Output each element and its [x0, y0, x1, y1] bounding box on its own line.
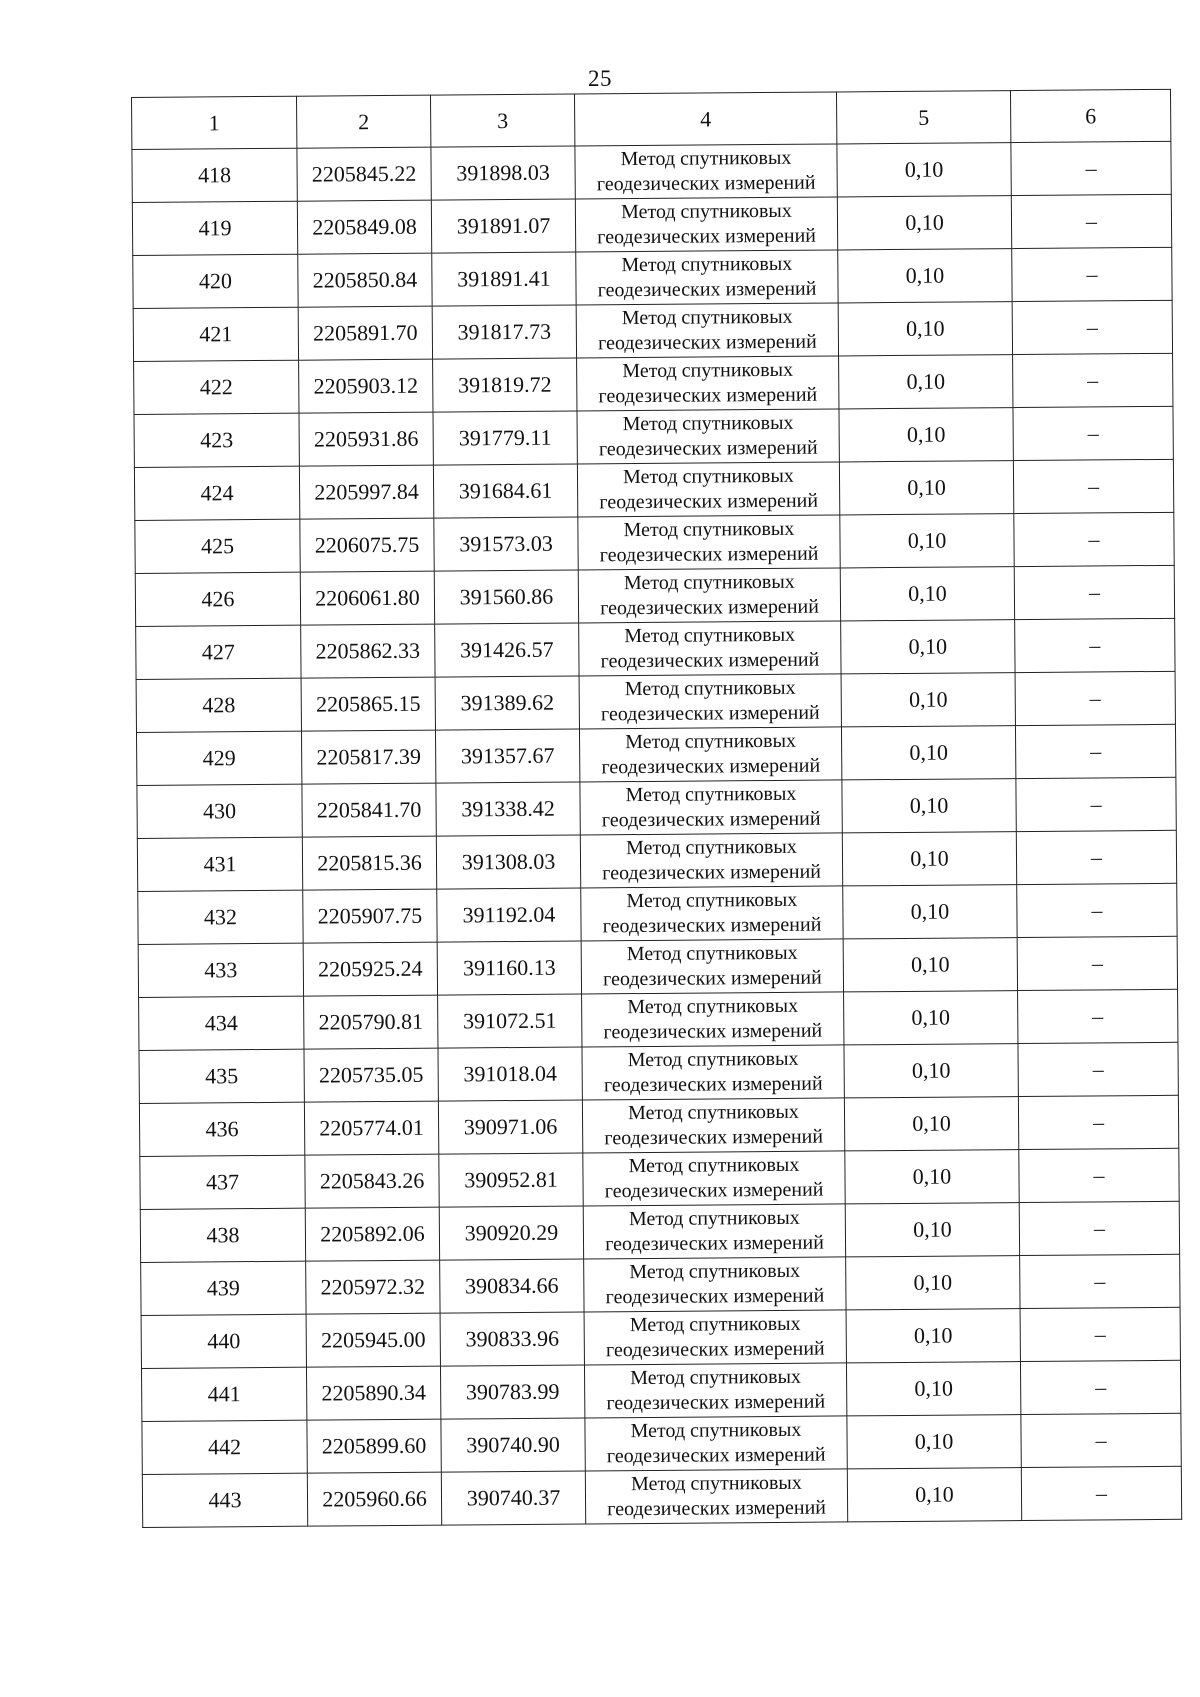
method-line-2: геодезических измерений [599, 489, 819, 514]
table-row [133, 300, 1172, 361]
coordinate-x-cell: 2205997.84 [299, 465, 433, 519]
method-cell [582, 1045, 844, 1100]
method-cell [583, 1151, 845, 1206]
accuracy-cell: 0,10 [847, 1468, 1021, 1522]
description-cell: – [1021, 1466, 1181, 1520]
coordinate-y-cell: 391891.07 [431, 199, 575, 253]
description-cell: – [1016, 777, 1176, 831]
method-line-2: геодезических измерений [602, 860, 822, 885]
method-cell [575, 144, 837, 199]
table-row [136, 671, 1175, 732]
coordinate-x-cell: 2205903.12 [299, 359, 433, 413]
accuracy-cell: 0,10 [844, 1097, 1018, 1151]
coordinate-y-cell: 390740.90 [441, 1418, 585, 1472]
description-cell: – [1021, 1413, 1181, 1467]
method-line-1: Метод спутниковых [623, 517, 795, 542]
method-line-1: Метод спутниковых [620, 199, 792, 224]
method-line-1: Метод спутниковых [622, 411, 794, 436]
method-line-2: геодезических измерений [598, 330, 817, 355]
method-line-1: Метод спутниковых [622, 358, 794, 383]
description-cell: – [1014, 565, 1174, 619]
accuracy-cell: 0,10 [847, 1415, 1021, 1469]
coordinate-y-cell: 391357.67 [435, 729, 579, 783]
coordinate-y-cell: 390971.06 [438, 1100, 582, 1154]
description-cell: – [1015, 618, 1175, 672]
coordinate-x-cell: 2205790.81 [304, 995, 438, 1049]
method-line-2: геодезических измерений [606, 1390, 826, 1415]
coordinate-x-cell: 2205774.01 [304, 1101, 438, 1155]
method-line-1: Метод спутниковых [629, 1259, 801, 1284]
coordinate-x-cell: 2205891.70 [298, 306, 432, 360]
method-line-1: Метод спутниковых [627, 1047, 799, 1072]
coordinate-y-cell: 391389.62 [435, 676, 579, 730]
point-number-cell: 427 [136, 625, 301, 679]
point-number-cell: 418 [132, 148, 297, 202]
table-row [135, 512, 1174, 573]
accuracy-cell: 0,10 [837, 196, 1011, 250]
coordinate-y-cell: 391817.73 [432, 305, 576, 359]
method-line-1: Метод спутниковых [626, 888, 798, 913]
method-line-1: Метод спутниковых [630, 1471, 802, 1496]
method-cell [584, 1257, 846, 1312]
point-number-cell: 430 [137, 784, 302, 838]
table-row [134, 459, 1173, 520]
table-row [141, 1254, 1180, 1315]
accuracy-cell: 0,10 [841, 620, 1015, 674]
method-cell [578, 568, 840, 623]
description-cell: – [1017, 936, 1177, 990]
accuracy-cell: 0,10 [837, 143, 1011, 197]
accuracy-cell: 0,10 [845, 1150, 1019, 1204]
coordinate-x-cell: 2205735.05 [304, 1048, 438, 1102]
coordinate-x-cell: 2205972.32 [306, 1260, 440, 1314]
method-cell [584, 1363, 846, 1418]
header-cell: 3 [430, 94, 574, 147]
coordinate-x-cell: 2205850.84 [298, 253, 432, 307]
header-cell: 2 [296, 95, 430, 148]
coordinate-y-cell: 390833.96 [440, 1312, 584, 1366]
description-cell: – [1018, 1042, 1178, 1096]
table-row [142, 1413, 1181, 1474]
description-cell: – [1020, 1307, 1180, 1361]
point-number-cell: 439 [141, 1261, 306, 1315]
accuracy-cell: 0,10 [843, 885, 1017, 939]
coordinate-x-cell: 2205865.15 [301, 677, 435, 731]
coordinate-x-cell: 2205890.34 [306, 1366, 440, 1420]
method-line-1: Метод спутниковых [623, 570, 795, 595]
point-number-cell: 423 [134, 413, 299, 467]
method-line-2: геодезических измерений [605, 1231, 824, 1256]
accuracy-cell: 0,10 [846, 1256, 1020, 1310]
point-number-cell: 425 [135, 519, 300, 573]
table-row [137, 830, 1176, 891]
description-cell: – [1011, 141, 1171, 195]
method-line-2: геодезических измерений [604, 1125, 824, 1150]
method-line-1: Метод спутниковых [629, 1312, 801, 1337]
point-number-cell: 440 [141, 1314, 306, 1368]
header-cell: 5 [836, 91, 1010, 144]
description-cell: – [1019, 1201, 1179, 1255]
table-row [133, 247, 1172, 308]
method-cell [585, 1416, 847, 1471]
method-line-2: геодезических измерений [604, 1178, 824, 1203]
method-line-2: геодезических измерений [601, 807, 821, 832]
method-line-2: геодезических измерений [605, 1337, 825, 1362]
accuracy-cell: 0,10 [844, 1044, 1018, 1098]
accuracy-cell: 0,10 [840, 514, 1014, 568]
description-cell: – [1015, 724, 1175, 778]
method-line-1: Метод спутниковых [627, 994, 799, 1019]
point-number-cell: 441 [141, 1367, 306, 1421]
point-number-cell: 443 [142, 1473, 307, 1527]
method-line-1: Метод спутниковых [625, 782, 797, 807]
coordinate-y-cell: 391684.61 [433, 464, 577, 518]
method-cell [577, 356, 839, 411]
method-line-2: геодезических измерений [598, 436, 818, 461]
coordinate-x-cell: 2205945.00 [306, 1313, 440, 1367]
accuracy-cell: 0,10 [838, 249, 1012, 303]
method-line-2: геодезических измерений [603, 1019, 823, 1044]
description-cell: – [1014, 512, 1174, 566]
point-number-cell: 432 [138, 890, 303, 944]
table-row [139, 989, 1178, 1050]
accuracy-cell: 0,10 [845, 1203, 1019, 1257]
method-line-1: Метод спутниковых [630, 1418, 802, 1443]
coordinate-x-cell: 2205899.60 [307, 1419, 441, 1473]
method-line-1: Метод спутниковых [621, 305, 793, 330]
coordinate-x-cell: 2205841.70 [302, 783, 436, 837]
header-cell: 6 [1010, 89, 1170, 142]
point-number-cell: 438 [140, 1208, 305, 1262]
method-cell [583, 1204, 845, 1259]
accuracy-cell: 0,10 [839, 408, 1013, 462]
method-cell [576, 250, 838, 305]
method-cell [585, 1469, 847, 1524]
description-cell: – [1017, 883, 1177, 937]
method-cell [581, 939, 843, 994]
coordinate-x-cell: 2205815.36 [302, 836, 436, 890]
coordinate-y-cell: 391308.03 [436, 835, 580, 889]
coordinate-y-cell: 390783.99 [440, 1365, 584, 1419]
coordinate-y-cell: 390920.29 [439, 1206, 583, 1260]
method-line-2: геодезических измерений [601, 754, 821, 779]
method-cell [579, 621, 841, 676]
table-row [132, 141, 1171, 202]
header-cell: 4 [574, 92, 836, 146]
table-row [136, 724, 1175, 785]
point-number-cell: 433 [138, 943, 303, 997]
method-line-2: геодезических измерений [597, 277, 817, 302]
coordinate-y-cell: 390740.37 [441, 1471, 585, 1525]
coordinate-y-cell: 391072.51 [438, 994, 582, 1048]
point-number-cell: 421 [133, 307, 298, 361]
accuracy-cell: 0,10 [842, 779, 1016, 833]
method-line-1: Метод спутниковых [623, 464, 794, 489]
point-number-cell: 426 [135, 572, 300, 626]
point-number-cell: 422 [134, 360, 299, 414]
description-cell: – [1020, 1254, 1180, 1308]
method-line-2: геодезических измерений [600, 595, 819, 620]
description-cell: – [1012, 300, 1172, 354]
method-cell [577, 409, 839, 464]
method-line-2: геодезических измерений [606, 1443, 826, 1468]
method-cell [575, 197, 837, 252]
table-row [134, 353, 1173, 414]
accuracy-cell: 0,10 [839, 461, 1013, 515]
method-line-1: Метод спутниковых [621, 252, 793, 277]
point-number-cell: 431 [137, 837, 302, 891]
coordinate-y-cell: 391819.72 [433, 358, 577, 412]
method-line-2: геодезических измерений [602, 913, 822, 938]
method-cell [577, 462, 839, 517]
coordinate-x-cell: 2206061.80 [300, 571, 434, 625]
accuracy-cell: 0,10 [841, 726, 1015, 780]
table-row [137, 777, 1176, 838]
coordinate-y-cell: 391192.04 [437, 888, 581, 942]
coordinate-y-cell: 391018.04 [438, 1047, 582, 1101]
coordinate-x-cell: 2205849.08 [297, 200, 431, 254]
method-line-1: Метод спутниковых [626, 941, 798, 966]
header-cell: 1 [132, 96, 297, 149]
method-line-1: Метод спутниковых [624, 623, 796, 648]
accuracy-cell: 0,10 [840, 567, 1014, 621]
method-cell [579, 674, 841, 729]
coordinate-y-cell: 391898.03 [431, 146, 575, 200]
accuracy-cell: 0,10 [846, 1362, 1020, 1416]
accuracy-cell: 0,10 [844, 991, 1018, 1045]
method-line-2: геодезических измерений [602, 966, 822, 991]
point-number-cell: 436 [139, 1102, 304, 1156]
table-row [138, 883, 1177, 944]
method-cell [576, 303, 838, 358]
table-row [138, 936, 1177, 997]
method-cell [579, 727, 841, 782]
method-cell [580, 833, 842, 888]
method-cell [584, 1310, 846, 1365]
point-number-cell: 419 [132, 201, 297, 255]
coordinate-y-cell: 391338.42 [436, 782, 580, 836]
method-line-2: геодезических измерений [600, 648, 820, 673]
description-cell: – [1011, 194, 1171, 248]
table-row [141, 1360, 1180, 1421]
page-number: 25 [588, 66, 612, 91]
description-cell: – [1013, 353, 1173, 407]
coordinate-y-cell: 391573.03 [434, 517, 578, 571]
table-row [132, 194, 1171, 255]
header-row [132, 89, 1171, 149]
method-cell [578, 515, 840, 570]
coordinate-x-cell: 2205845.22 [297, 147, 431, 201]
point-number-cell: 442 [142, 1420, 307, 1474]
table-row [140, 1148, 1179, 1209]
coordinate-x-cell: 2205960.66 [307, 1472, 441, 1526]
accuracy-cell: 0,10 [842, 832, 1016, 886]
description-cell: – [1020, 1360, 1180, 1414]
method-line-2: геодезических измерений [599, 542, 819, 567]
point-number-cell: 424 [134, 466, 299, 520]
method-line-1: Метод спутниковых [625, 729, 797, 754]
method-line-1: Метод спутниковых [628, 1100, 799, 1125]
method-line-1: Метод спутниковых [630, 1365, 802, 1390]
method-cell [582, 992, 844, 1047]
accuracy-cell: 0,10 [846, 1309, 1020, 1363]
coordinate-y-cell: 391891.41 [432, 252, 576, 306]
accuracy-cell: 0,10 [841, 673, 1015, 727]
table-row [142, 1466, 1181, 1527]
description-cell: – [1016, 830, 1176, 884]
method-line-1: Метод спутниковых [625, 835, 797, 860]
coordinate-x-cell: 2205925.24 [303, 942, 437, 996]
method-line-2: геодезических измерений [605, 1284, 825, 1309]
coordinate-y-cell: 391160.13 [437, 941, 581, 995]
description-cell: – [1018, 989, 1178, 1043]
coordinate-y-cell: 390952.81 [439, 1153, 583, 1207]
coordinate-x-cell: 2205931.86 [299, 412, 433, 466]
method-line-2: геодезических измерений [596, 171, 816, 196]
method-line-1: Метод спутниковых [628, 1206, 800, 1231]
coordinates-table [131, 89, 1182, 1528]
accuracy-cell: 0,10 [843, 938, 1017, 992]
point-number-cell: 428 [136, 678, 301, 732]
method-line-2: геодезических измерений [603, 1072, 823, 1097]
point-number-cell: 420 [133, 254, 298, 308]
point-number-cell: 434 [139, 996, 304, 1050]
method-line-2: геодезических измерений [607, 1496, 827, 1521]
method-line-2: геодезических измерений [600, 701, 820, 726]
point-number-cell: 429 [136, 731, 301, 785]
description-cell: – [1019, 1148, 1179, 1202]
accuracy-cell: 0,10 [839, 355, 1013, 409]
method-cell [580, 780, 842, 835]
method-cell [581, 886, 843, 941]
description-cell: – [1015, 671, 1175, 725]
table-row [135, 565, 1174, 626]
coordinate-x-cell: 2205843.26 [305, 1154, 439, 1208]
coordinate-x-cell: 2205892.06 [305, 1207, 439, 1261]
coordinate-x-cell: 2205907.75 [303, 889, 437, 943]
method-line-1: Метод спутниковых [624, 676, 796, 701]
description-cell: – [1018, 1095, 1178, 1149]
coordinate-y-cell: 390834.66 [440, 1259, 584, 1313]
table-row [134, 406, 1173, 467]
description-cell: – [1013, 406, 1173, 460]
method-line-2: геодезических измерений [597, 224, 817, 249]
coordinate-y-cell: 391560.86 [434, 570, 578, 624]
table-row [136, 618, 1175, 679]
coordinate-x-cell: 2205862.33 [301, 624, 435, 678]
table-row [139, 1042, 1178, 1103]
coordinate-x-cell: 2206075.75 [300, 518, 434, 572]
coordinate-x-cell: 2205817.39 [301, 730, 435, 784]
method-line-1: Метод спутниковых [628, 1153, 800, 1178]
coordinate-y-cell: 391426.57 [435, 623, 579, 677]
table-row [139, 1095, 1178, 1156]
table-row [140, 1201, 1179, 1262]
point-number-cell: 437 [140, 1155, 305, 1209]
description-cell: – [1012, 247, 1172, 301]
coordinate-y-cell: 391779.11 [433, 411, 577, 465]
method-line-2: геодезических измерений [598, 383, 818, 408]
description-cell: – [1013, 459, 1173, 513]
point-number-cell: 435 [139, 1049, 304, 1103]
accuracy-cell: 0,10 [838, 302, 1012, 356]
method-cell [582, 1098, 844, 1153]
table-row [141, 1307, 1180, 1368]
method-line-1: Метод спутниковых [620, 146, 792, 171]
